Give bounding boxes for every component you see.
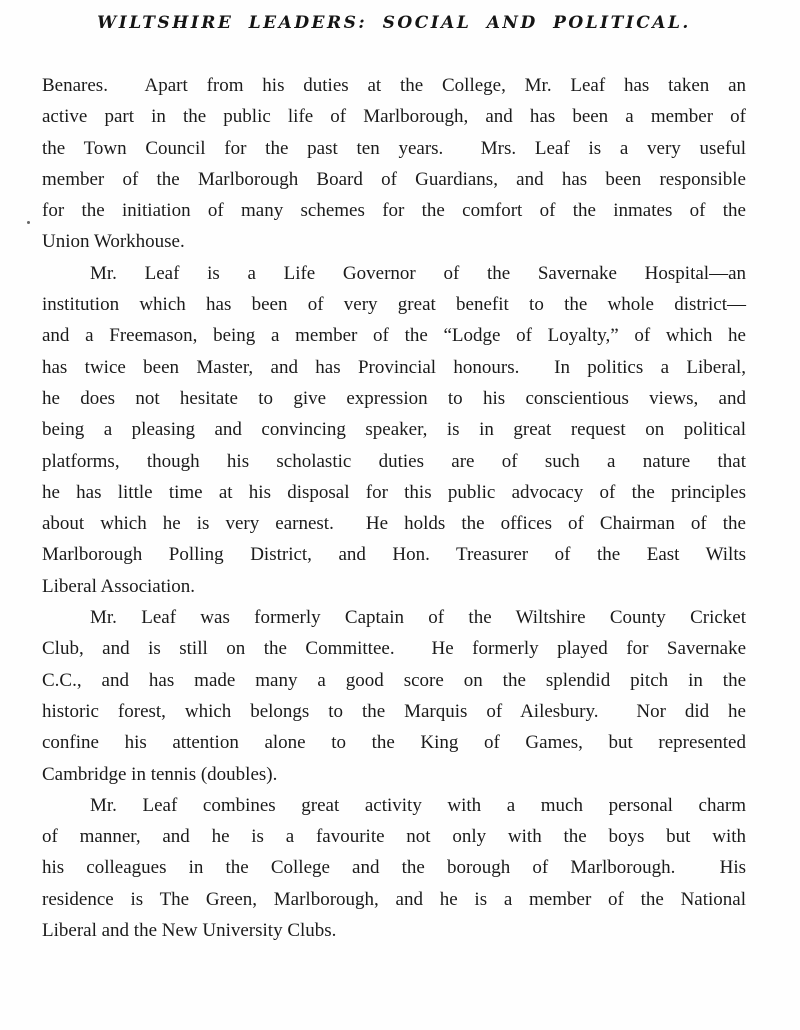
- paragraph: [42, 258, 746, 602]
- scan-artifact-dot: [27, 221, 30, 224]
- paragraph: [42, 602, 746, 790]
- text-line: historic forest, which belongs to the Marquis of Ailesbury. Nor did he: [42, 700, 746, 722]
- text-line: Club, and is still on the Committee. He formerly played for Savernake: [42, 638, 746, 660]
- page-header: WILTSHIRE LEADERS: SOCIAL AND POLITICAL.: [97, 13, 691, 33]
- text-line: he does not hesitate to give expression to his conscientious views, and: [42, 387, 746, 409]
- text-line: of manner, and he is a favourite not only with the boys but with: [42, 826, 746, 848]
- text-line: confine his attention alone to the King of Games, but represented: [42, 732, 746, 754]
- text-line: Mr. Leaf combines great activity with a much personal charm: [90, 794, 746, 816]
- text-line: he has little time at his disposal for this public advocacy of the principles: [42, 481, 746, 503]
- text-line: active part in the public life of Marlborough, and has been a member of: [42, 106, 746, 128]
- text-line: Marlborough Polling District, and Hon. Treasurer of the East Wilts: [42, 544, 746, 566]
- text-line: member of the Marlborough Board of Guardians, and has been responsible: [42, 168, 746, 190]
- page-body: [42, 70, 746, 946]
- text-line: for the initiation of many schemes for the comfort of the inmates of the: [42, 200, 746, 222]
- paragraph: [42, 790, 746, 946]
- text-line: institution which has been of very great benefit to the whole district—: [42, 294, 746, 316]
- text-line: about which he is very earnest. He holds the offices of Chairman of the: [42, 513, 746, 535]
- text-line: Mr. Leaf is a Life Governor of the Savernake Hospital—an: [90, 262, 746, 284]
- text-line: Cambridge in tennis (doubles).: [42, 763, 278, 785]
- text-line: Union Workhouse.: [42, 231, 185, 253]
- text-line: his colleagues in the College and the borough of Marlborough. His: [42, 857, 746, 879]
- text-line: and a Freemason, being a member of the “Lodge of Loyalty,” of which he: [42, 325, 746, 347]
- text-line: Liberal Association.: [42, 575, 196, 597]
- text-line: Mr. Leaf was formerly Captain of the Wiltshire County Cricket: [90, 607, 746, 629]
- text-line: Liberal and the New University Clubs.: [42, 920, 337, 942]
- text-line: platforms, though his scholastic duties are of such a nature that: [42, 450, 746, 472]
- paragraph: [42, 70, 746, 258]
- text-line: has twice been Master, and has Provincial honours. In politics a Liberal,: [42, 356, 746, 378]
- text-line: C.C., and has made many a good score on the splendid pitch in the: [42, 669, 746, 691]
- text-line: Benares. Apart from his duties at the College, Mr. Leaf has taken an: [42, 75, 746, 96]
- text-line: residence is The Green, Marlborough, and he is a member of the National: [42, 888, 746, 910]
- text-line: the Town Council for the past ten years. Mrs. Leaf is a very useful: [42, 137, 746, 159]
- text-line: being a pleasing and convincing speaker, is in great request on political: [42, 419, 746, 441]
